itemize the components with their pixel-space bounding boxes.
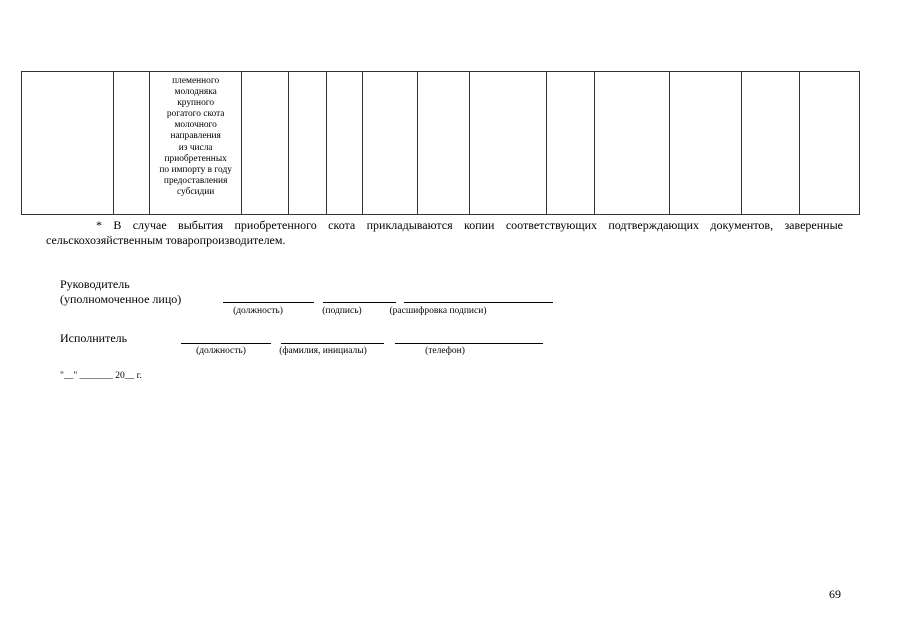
table-cell xyxy=(242,72,288,215)
cell-line: рогатого скота xyxy=(166,109,225,120)
caption-signature-decoding: (расшифровка подписи) xyxy=(389,306,487,316)
page-number: 69 xyxy=(829,587,841,601)
footnote xyxy=(46,218,843,248)
cell-line: крупного xyxy=(177,98,215,109)
cell-line: субсидии xyxy=(176,186,215,197)
caption-executor-position: (должность) xyxy=(196,346,246,356)
footnote-text: * В случае выбытия приобретенного скота прикладываются копии соответствующих подтверждающих документов, заверенные сельскохозяйственным товаропроизводителем. xyxy=(46,218,843,247)
date-line: "__" _______ 20__ г. xyxy=(60,371,142,381)
head-label-authorized: (уполномоченное лицо) xyxy=(60,292,182,306)
table-cell xyxy=(288,72,326,215)
table-cell xyxy=(326,72,362,215)
caption-executor-phone: (телефон) xyxy=(425,346,465,356)
executor-label: Исполнитель xyxy=(60,331,128,345)
cell-line: молодняка xyxy=(174,87,217,98)
caption-signature: (подпись) xyxy=(322,306,362,316)
cell-line: направления xyxy=(170,131,221,142)
head-label: Руководитель xyxy=(60,277,130,291)
table-cell xyxy=(363,72,418,215)
caption-executor-name: (фамилия, инициалы) xyxy=(279,346,367,356)
caption-position: (должность) xyxy=(233,306,283,316)
cell-line: молочного xyxy=(174,120,217,131)
head-signature-line xyxy=(323,302,396,303)
executor-position-line xyxy=(181,343,271,344)
table-cell xyxy=(113,72,149,215)
table-cell xyxy=(22,72,114,215)
table-cell xyxy=(470,72,547,215)
table-cell xyxy=(595,72,670,215)
table-cell xyxy=(417,72,470,215)
executor-name-line xyxy=(281,343,384,344)
cell-line: предоставления xyxy=(163,175,228,186)
executor-phone-line xyxy=(395,343,543,344)
table-cell-description xyxy=(150,72,242,215)
table-row xyxy=(22,72,860,215)
head-position-line xyxy=(223,302,314,303)
cell-line: из числа xyxy=(178,142,213,153)
cell-line: племенного xyxy=(172,76,220,86)
table-cell xyxy=(741,72,800,215)
data-table xyxy=(21,71,860,215)
cell-line: приобретенных xyxy=(164,153,227,164)
cell-description-text xyxy=(150,72,241,198)
table-cell xyxy=(800,72,860,215)
cell-line: по импорту в году xyxy=(159,164,232,175)
table-cell xyxy=(546,72,594,215)
head-decoding-line xyxy=(404,302,553,303)
table-cell xyxy=(670,72,742,215)
